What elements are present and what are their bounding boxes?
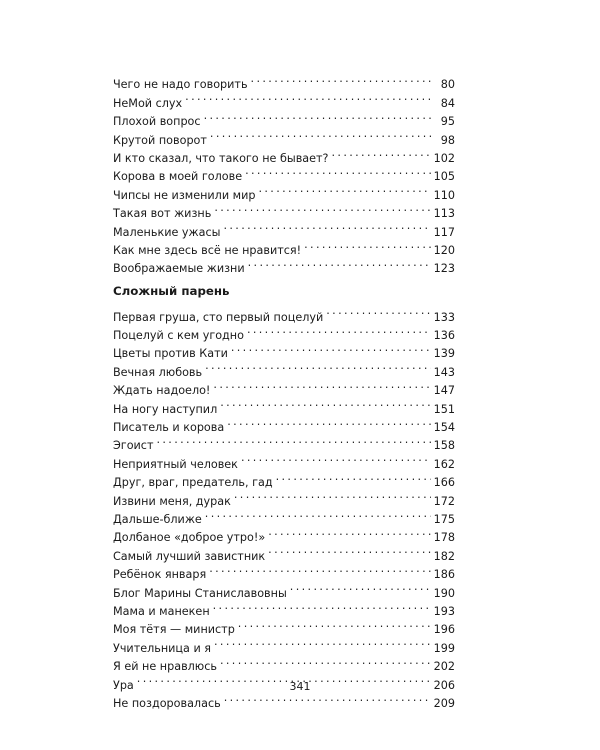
toc-entry-page: 193 bbox=[433, 604, 455, 618]
page-number: 341 bbox=[289, 680, 311, 693]
toc-entry-title: Крутой поворот bbox=[113, 133, 207, 147]
toc-entry-title: Маленькие ужасы bbox=[113, 225, 221, 239]
toc-entry-title: Ура bbox=[113, 678, 134, 692]
toc-entry-page: 178 bbox=[433, 531, 455, 545]
toc-entry-page: 190 bbox=[433, 586, 455, 600]
toc-entry-page: 151 bbox=[433, 402, 455, 416]
toc-entry-page: 84 bbox=[440, 96, 455, 110]
toc-entry-page: 80 bbox=[440, 78, 455, 92]
toc-entry-title: НеМой слух bbox=[113, 96, 183, 110]
toc-entry-title: И кто сказал, что такого не бывает? bbox=[113, 151, 329, 165]
toc-entry-title: Ребёнок января bbox=[113, 568, 207, 582]
section-heading: Сложный парень bbox=[113, 284, 230, 299]
toc-entry-page: 147 bbox=[433, 384, 455, 398]
toc-entry-page: 175 bbox=[433, 513, 455, 526]
toc-entry-page: 120 bbox=[433, 243, 455, 257]
toc-entry-page: 199 bbox=[433, 641, 455, 655]
toc-entry-title: Такая вот жизнь bbox=[113, 207, 212, 221]
toc-entry-page: 117 bbox=[433, 225, 455, 239]
toc-entry-page: 139 bbox=[433, 347, 455, 361]
toc-entry bbox=[113, 70, 455, 92]
toc-entry-page: 186 bbox=[433, 568, 455, 582]
toc-entry-page: 166 bbox=[433, 476, 455, 490]
toc-entry-page: 113 bbox=[433, 207, 455, 221]
toc-entry-title: Воображаемые жизни bbox=[113, 262, 245, 276]
toc-entry-page: 95 bbox=[440, 115, 455, 129]
toc-entry-page: 209 bbox=[433, 696, 455, 710]
toc-entry-page: 105 bbox=[433, 170, 455, 184]
toc-entry-title: Учительница и я bbox=[113, 641, 212, 655]
toc-entry-title: Вечная любовь bbox=[113, 365, 203, 379]
toc-entry-title: Цветы против Кати bbox=[113, 347, 228, 361]
toc-entry-title: Я ей не нравлюсь bbox=[113, 660, 217, 674]
toc-entry-title: Чего не надо говорить bbox=[113, 78, 248, 92]
toc-entry-title: Писатель и корова bbox=[113, 421, 225, 435]
toc-entry-page: 110 bbox=[433, 188, 455, 202]
toc-entry-page: 206 bbox=[433, 678, 455, 692]
toc-entry-page: 172 bbox=[433, 494, 455, 508]
toc-entry-title: Корова в моей голове bbox=[113, 170, 243, 184]
toc-entry-page: 98 bbox=[440, 133, 455, 147]
toc-entry-page: 143 bbox=[433, 365, 455, 379]
toc-entry-page: 158 bbox=[433, 439, 455, 453]
toc-entry-page: 196 bbox=[433, 623, 455, 637]
toc-entry-title: Как мне здесь всё не нравится! bbox=[113, 243, 302, 257]
toc-entry-page: 133 bbox=[433, 310, 455, 324]
toc-list-part-1 bbox=[113, 70, 455, 276]
toc-entry-title: Мама и манекен bbox=[113, 604, 210, 618]
toc-entry bbox=[113, 431, 455, 453]
toc-list-part-2 bbox=[113, 302, 455, 710]
toc-entry-title: Моя тётя — министр bbox=[113, 623, 235, 637]
toc-entry-page: 123 bbox=[433, 262, 455, 276]
toc-entry-page: 154 bbox=[433, 421, 455, 435]
toc-entry-title: Блог Марины Станиславовны bbox=[113, 586, 287, 600]
toc-entry-title: Извини меня, дурак bbox=[113, 494, 231, 508]
toc-entry-title: Первая груша, сто первый поцелуй bbox=[113, 310, 324, 324]
toc-entry-title: На ногу наступил bbox=[113, 402, 218, 416]
dot-leader bbox=[245, 254, 434, 279]
toc-entry-title: Плохой вопрос bbox=[113, 115, 201, 129]
toc-entry-title: Чипсы не изменили мир bbox=[113, 188, 256, 202]
toc-entry-page: 162 bbox=[433, 457, 455, 471]
toc-entry-title: Поцелуй с кем угодно bbox=[113, 329, 244, 343]
table-of-contents bbox=[113, 70, 455, 710]
toc-entry-page: 182 bbox=[433, 549, 455, 563]
toc-entry-page: 136 bbox=[433, 329, 455, 343]
toc-entry-title: Неприятный человек bbox=[113, 457, 238, 471]
toc-entry-title: Эгоист bbox=[113, 439, 154, 453]
toc-entry-title: Дальше-ближе bbox=[113, 513, 202, 526]
toc-entry-title: Ждать надоело! bbox=[113, 384, 211, 398]
toc-entry-title: Долбаное «доброе утро!» bbox=[113, 531, 266, 545]
toc-entry-title: Друг, враг, предатель, гад bbox=[113, 476, 273, 490]
toc-entry-page: 102 bbox=[433, 151, 455, 165]
toc-entry-page: 202 bbox=[433, 660, 455, 674]
toc-entry-title: Самый лучший завистник bbox=[113, 549, 266, 563]
toc-entry bbox=[113, 302, 455, 324]
toc-entry-title: Не поздоровалась bbox=[113, 696, 221, 710]
